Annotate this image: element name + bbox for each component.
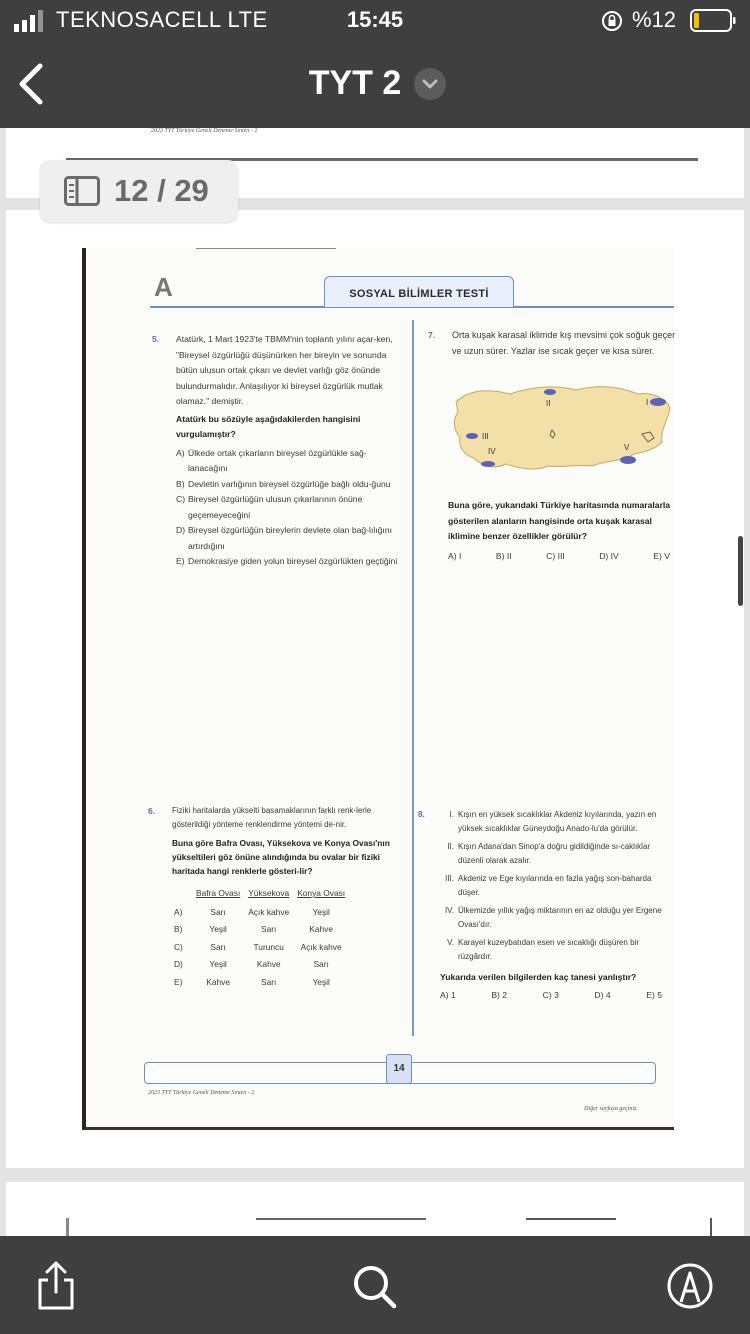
table-row: A) Sarı Açık kahve Yeşil bbox=[174, 906, 330, 917]
column-divider bbox=[412, 320, 414, 1036]
footer-exam-name: 2023 TYT Türkiye Geneli Deneme Sınavı - 2 bbox=[148, 1090, 255, 1096]
question-7 bbox=[428, 328, 676, 359]
answer-a: A) I bbox=[448, 550, 462, 561]
vertical-scrollbar[interactable] bbox=[738, 536, 743, 606]
answer-row bbox=[448, 549, 670, 565]
map-label-iii: III bbox=[482, 432, 489, 441]
table-row: C) Sarı Turuncu Açık kahve bbox=[174, 941, 342, 952]
search-icon[interactable] bbox=[350, 1260, 398, 1312]
table-row: E) Kahve Sarı Yeşil bbox=[174, 976, 330, 987]
column-header: Bafra Ovası bbox=[196, 888, 241, 898]
statement-v: V. Karayel kuzeybatıdan esen ve sıcaklığı düşüren bir rüzgârdır. bbox=[447, 938, 639, 961]
turkey-map bbox=[448, 380, 674, 478]
option-d: D) Bireysel özgürlüğün bireylerin devlete olan bağ-lılığını artırdığını bbox=[176, 525, 392, 551]
next-page-mark bbox=[66, 1218, 69, 1236]
battery-icon bbox=[690, 9, 736, 32]
battery-percent: %12 bbox=[632, 7, 677, 32]
clock: 15:45 bbox=[346, 7, 404, 32]
question-6 bbox=[148, 804, 392, 991]
map-label-iv: IV bbox=[488, 447, 496, 456]
share-icon[interactable] bbox=[32, 1260, 80, 1312]
statement-iii: III. Akdeniz ve Ege kıyılarında en fazla yağış son-baharda düşer. bbox=[445, 874, 652, 897]
question-7-stem bbox=[448, 498, 676, 564]
rotation-lock-icon bbox=[600, 9, 624, 33]
question-number: 5. bbox=[152, 334, 160, 344]
question-stem: Yukarıda verilen bilgilerden kaç tanesi yanlıştır? bbox=[440, 972, 637, 982]
carrier-label: TEKNOSACELL LTE bbox=[56, 7, 268, 32]
footer-next-page-note: Diğer sayfaya geçiniz. bbox=[584, 1106, 638, 1112]
title-menu-button[interactable] bbox=[414, 68, 446, 100]
navigation-bar bbox=[0, 44, 750, 128]
question-stem: Buna göre Bafra Ovası, Yüksekova ve Konya Ovası'nın yükseltileri göz önüne alındığında bu ovalar bir fiziki haritada hangi renklerle gösteri-lir? bbox=[172, 838, 390, 876]
answer-a: A) 1 bbox=[440, 990, 456, 1000]
answer-table bbox=[172, 884, 349, 991]
answer-b: B) II bbox=[495, 550, 512, 561]
current-page[interactable] bbox=[6, 210, 744, 1168]
option-a: A) Ülkede ortak çıkarların bireysel özgürlükle sağ-lanacağını bbox=[176, 447, 367, 473]
answer-d: D) IV bbox=[599, 550, 619, 561]
header-rule-left bbox=[150, 306, 326, 308]
bottom-toolbar bbox=[0, 1236, 750, 1334]
statement-i: I. Kışın en yüksek sıcaklıklar Akdeniz kıyılarında, yazın en yüksek sıcaklıklar Güneydoğu Anado-lu'da görülür. bbox=[449, 810, 657, 833]
next-page-mark bbox=[526, 1218, 616, 1220]
document-title-text: TYT 2 bbox=[308, 64, 402, 102]
question-5 bbox=[152, 332, 404, 570]
answer-b: B) 2 bbox=[491, 990, 508, 1000]
page-indicator[interactable] bbox=[40, 160, 238, 222]
booklet-letter: A bbox=[154, 272, 173, 302]
document-title[interactable] bbox=[0, 64, 750, 103]
answer-e: E) 5 bbox=[646, 990, 662, 1000]
sheet-edge bbox=[196, 248, 336, 249]
question-number: 8. bbox=[418, 810, 425, 819]
answer-e: E) V bbox=[653, 550, 670, 561]
header-rule-right bbox=[514, 306, 674, 308]
question-text: Fiziki haritalarda yükselti basamaklarının farklı renk-lerle gösterildiği yönteme renklendirme yöntemi de-nir. bbox=[172, 806, 372, 829]
table-row: B) Yeşil Sarı Kahve bbox=[174, 924, 334, 934]
question-text: Orta kuşak karasal iklimde kış mevsimi çok soğuk geçer ve uzun sürer. Yazlar ise sıcak geçer ve kısa sürer. bbox=[452, 330, 676, 356]
previous-page-header: 2023 TYT Türkiye Geneli Deneme Sınavı - 2 bbox=[151, 128, 258, 134]
document-viewer[interactable] bbox=[0, 128, 750, 1236]
question-text: Atatürk, 1 Mart 1923'te TBMM'nin toplantı yılını açar-ken, "Bireysel özgürlüğü düşünürken her bireyin ve sonunda bütün ulusun ortak çıkarı ve devlet varlığı göz önünde bulundurmalıdır. Anlaşılıyor ki bireysel özgürlük mutlak olamaz." demiştir. bbox=[176, 334, 393, 406]
table-row: D) Yeşil Kahve Sarı bbox=[174, 959, 329, 969]
statement-iv: IV. Ülkemizde yıllık yağış miktarının en az olduğu yer Ergene Ovası'dır. bbox=[444, 906, 662, 929]
dropdown-chevron-icon bbox=[414, 68, 446, 100]
next-page-mark bbox=[710, 1218, 712, 1236]
map-label-v: V bbox=[624, 443, 630, 452]
statement-ii: II. Kışın Adana'dan Sinop'a doğru gidildiğinde sı-caklıklar düzenli olarak azalır. bbox=[447, 842, 651, 865]
question-stem: Atatürk bu sözüyle aşağıdakilerden hangisini vurgulamıştır? bbox=[176, 413, 361, 439]
map-label-ii: II bbox=[546, 399, 551, 408]
answer-c: C) 3 bbox=[542, 990, 559, 1000]
exam-sheet bbox=[82, 248, 674, 1130]
answer-row bbox=[440, 988, 662, 1002]
question-number: 7. bbox=[428, 330, 436, 340]
page-layout-icon bbox=[64, 176, 100, 206]
next-page-mark bbox=[256, 1218, 426, 1220]
column-header: Yüksekova bbox=[248, 888, 290, 898]
option-c: C) Bireysel özgürlüğün ulusun çıkarlarının önüne geçemeyeceğini bbox=[176, 494, 363, 520]
question-8 bbox=[418, 808, 674, 1002]
page-number: 14 bbox=[386, 1054, 412, 1084]
answer-d: D) 4 bbox=[594, 990, 611, 1000]
question-stem: Buna göre, yukarıdaki Türkiye haritasında numaralarla gösterilen alanların hangisinde orta kuşak karasal iklimine benzer özellikler görülür? bbox=[448, 500, 671, 541]
map-label-i: I bbox=[646, 398, 649, 407]
question-number: 6. bbox=[148, 806, 156, 816]
option-e: E) Demokrasiye giden yolun bireysel özgürlükten geçtiğini bbox=[176, 556, 398, 566]
option-b: B) Devletin varlığının bireysel özgürlüğe bağlı oldu-ğunu bbox=[176, 478, 391, 489]
markup-pen-icon[interactable] bbox=[666, 1260, 714, 1312]
page-indicator-text: 12 / 29 bbox=[114, 173, 209, 208]
section-title: SOSYAL BİLİMLER TESTİ bbox=[324, 276, 514, 308]
answer-c: C) III bbox=[546, 550, 565, 561]
column-header: Konya Ovası bbox=[297, 888, 346, 898]
status-bar bbox=[0, 0, 750, 44]
next-page-sliver[interactable] bbox=[6, 1182, 744, 1236]
